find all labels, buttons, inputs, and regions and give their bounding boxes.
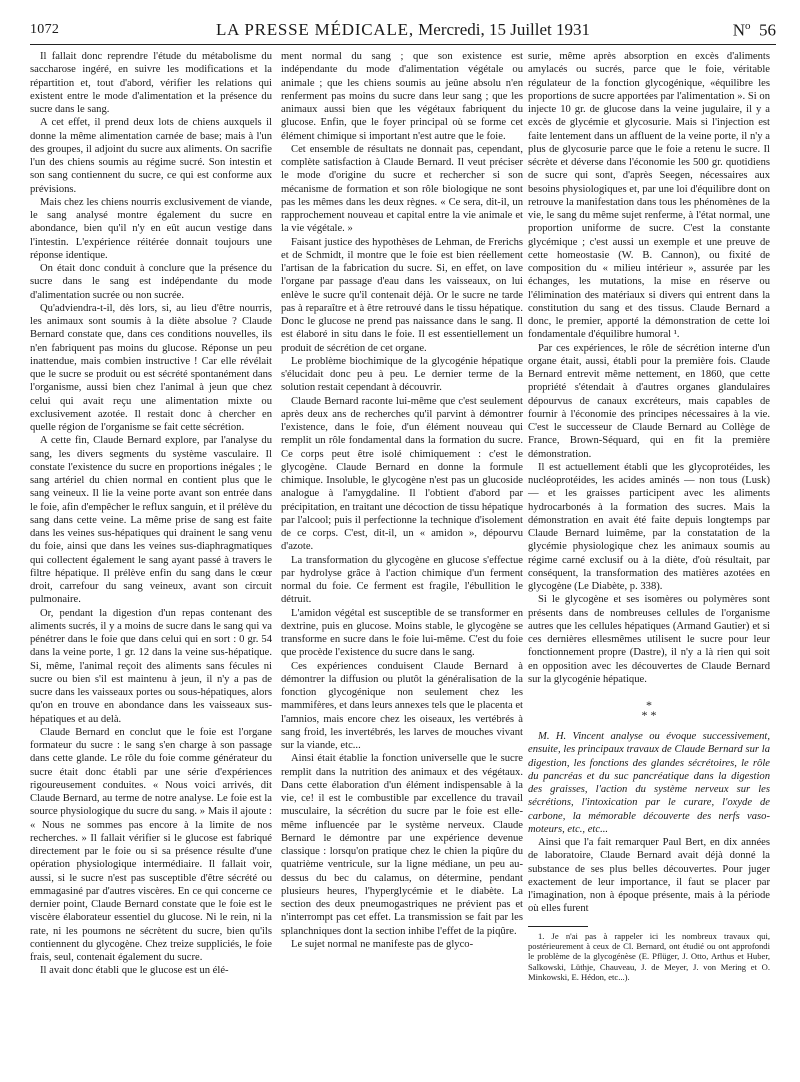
issue-number: [733, 20, 776, 41]
paragraph: Faisant justice des hypothèses de Lehman, de Frerichs et de Schmidt, il montre que le foie est bien réellement l'artisan de la fabrication du sucre. Si, en effet, on lave l'organe par passage d'eau dans les vaisseaux, on lui enlève le sucre qu'il contenait déjà. Or le sucre ne tarde pas à reparaître et à être retrouvé dans le tissu hépatique. Donc le glucose ne prend pas naissance dans le sang. Il est élaboré in situ dans le foie. Il est essentiellement un produit de sécrétion de cet organe.: [281, 236, 523, 354]
asterisk-top: *: [646, 698, 652, 712]
paragraph: A cet effet, il prend deux lots de chiens auxquels il donne la même alimentation carnée de base; mais à l'un des groupes, il adjoint du sucre aux aliments. On sacrifie l'un des chiens soumis au régime sucré. Son intestin et son sang contiennent du sucre, ce qui est conforme aux prévisions.: [30, 117, 272, 195]
paragraph: Ainsi était établie la fonction universelle que le sucre remplit dans la nutrition des animaux et des végétaux. Dans cette élaboration d'un élément indispensable à la vie, ce! il est le combustible par excellence du travail musculaire, la sécrétion du sucre par le foie est elle-même influencée par le système nerveux. Claude Bernard le démontre par une expérience devenue classique : lorsqu'on pratique chez le chien la piqûre du quatrième ventricule, sur la ligne médiane, un peu au-dessus du bec du calamus, on détermine, pendant plusieurs heures, l'hyperglycémie et le diabète. La section des deux pneumogastriques ne prévient pas et n'interrompt pas cet effet. La transmission se fait par les splanchniques dont la section inhibe l'effet de la piqûre.: [281, 753, 523, 937]
paragraph: L'amidon végétal est susceptible de se transformer en dextrine, puis en glucose. Moins stable, le glycogène se transforme en sucre dans le foie lui-même. C'est du foie que procède l'existence du sucre dans le sang.: [281, 607, 523, 659]
asterisk-bottom: * *: [641, 708, 657, 722]
summary-paragraph: M. H. Vincent analyse ou évoque successivement, ensuite, les principaux travaux de Claude Bernard sur la digestion, les fonctions des glandes sécrétoires, le rôle du pancréas et du suc pancréatique dans la digestion des graisses, l'action du système nerveux sur les sécrétions, l'intoxication par le curare, l'oxyde de carbone, la mémorable découverte des nerfs vaso-moteurs, etc., etc...: [528, 731, 770, 835]
journal-masthead: [30, 20, 776, 40]
paragraph: Si le glycogène et ses isomères ou polymères sont présents dans de nombreuses cellules de l'organisme autres que les cellules hépatiques (Armand Gautier) et si ces dernières ellesmêmes utilisent le sucre pour leur fonctionnement propre (Dastre), il n'y a là rien qui soit en opposition avec les découvertes de Claude Bernard sur la glycogénie hépatique.: [528, 594, 770, 685]
issue-value: 56: [759, 20, 776, 40]
footnote-rule: [528, 926, 588, 927]
page-header: [30, 20, 776, 42]
paragraph: Le sujet normal ne manifeste pas de glyco-: [291, 938, 474, 950]
paragraph: La transformation du glycogène en glucose s'effectue par hydrolyse grâce à l'action chimique d'un ferment normal du foie. Ce ferment est fragile, l'ébullition le détruit.: [281, 554, 523, 606]
text-column-left: [30, 50, 272, 978]
page-number: 1072: [30, 22, 60, 37]
text-column-middle: [281, 50, 523, 951]
header-rule: [30, 44, 776, 45]
section-separator: [528, 700, 770, 720]
paragraph: Or, pendant la digestion d'un repas contenant des aliments sucrés, il y a moins de sucre dans le sang qui va pénétrer dans le foie que dans celui qui en sort : 0 gr. 54 dans la veine porte, 1 gr. 12 dans la veine sus-hépatique. Si, même, l'animal reçoit des aliments sans fécules ni sucre ou bien s'il est maintenu à jeun, il n'y a pas de sucre dans les vaisseaux portes ou sous-hépatiques, alors qu'on en trouve en abondance dans les vaisseaux sus-hépatiques et au delà.: [30, 607, 272, 725]
text-column-right: [528, 50, 770, 983]
paragraph: Cet ensemble de résultats ne donnait pas, cependant, complète satisfaction à Claude Bernard. Il veut préciser le mode d'origine du sucre et rechercher si son mécanisme de formation et son rôle biologique ne sont pas les mêmes dans les deux règnes. « Ce sera, dit-il, un rapprochement nouveau et capital entre la vie animale et la vie végétale. »: [281, 143, 523, 235]
paragraph: On était donc conduit à conclure que la présence du sucre dans le sang est indépendante du mode d'alimentation sucrée ou non sucrée.: [30, 263, 272, 301]
paragraph: Ainsi que l'a fait remarquer Paul Bert, en dix années de laboratoire, Claude Bernard avait déjà donné la substance de ses plus belles découvertes. Pour juger exactement de leur importance, il faut se placer par l'imagination, non à époque présente, mais à la période où elles furent: [528, 837, 770, 915]
paragraph: ment normal du sang ; que son existence est indépendante du mode d'alimentation végétale ou animale ; que les chiens soumis au jeûne absolu n'en renferment pas moins du sucre dans leur sang ; que les animaux aussi bien que les végétaux fabriquent du glucose. Enfin, que le foyer principal où se forme cet élément chimique si important n'est autre que le foie.: [281, 51, 523, 142]
issue-sup: o: [745, 20, 751, 32]
paragraph: Ces expériences conduisent Claude Bernard à démontrer la diffusion ou plutôt la généralisation de la fonction glycogénique non seulement chez les mammifères, et dans leurs annexes tels que le placenta et l'amnios, mais encore chez les oiseaux, les vertébrés à sang froid, les invertébrés, les larves de mouches vivant sur la viande, etc...: [281, 660, 523, 751]
paragraph: surie, même après absorption en excès d'aliments amylacés ou sucrés, parce que le foie, véritable régulateur de la fonction glycogénique, «équilibre les proportions de sucre apportées par l'alimentation ». Si on injecte 10 gr. de glucose dans la veine jugulaire, il y a excès de glycémie et glycosurie. Mais si l'injection est faite lentement dans un affluent de la veine porte, il n'y a plus de glycosurie parce que le foie a retenu le sucre. Il sécrète et déverse dans l'économie les 500 gr. quotidiens de sucre qui sont, d'après Seegen, nécessaires aux besoins physiologiques et, par une loi d'équilibre dont on retrouve la manifestation dans tous les phénomènes de la vie, le sang du même sujet renferme, à l'état normal, une proportion uniforme de sucre. C'est la constante glycémique ; c'est aussi un exemple et une preuve de cette homeostasie (W. B. Cannon), ou fixité de composition du « milieu intérieur », assurée par les échanges, les mutations, la mise en réserve ou l'élimination des matériaux si divers qui entrent dans la constitution du sang et des tissus. Claude Bernard a donc, le premier, apporté la démonstration de cette loi fondamentale d'équilibre humoral ¹.: [528, 51, 770, 341]
paragraph: Mais chez les chiens nourris exclusivement de viande, le sang analysé montre également du sucre en abondance, bien qu'il n'y en eût aucun vestige dans l'intestin. L'expérience réitérée donnait toujours une réponse identique.: [30, 196, 272, 261]
paragraph: Claude Bernard en conclut que le foie est l'organe formateur du sucre : le sang s'en charge à son passage dans cette glande. Le rôle du foie comme générateur du sucre était donc établi par une série d'expériences rigoureusement conduites. « Nous voici arrivés, dit Claude Bernard, au terme de notre analyse. Le foie est la source physiologique du sucre du sang. » Mais il ajoute : « Nous ne sommes pas encore à la limite de nos recherches. » Il fallait vérifier si le glucose est fabriqué directement par le foie ou si sa présence résulte d'une opération physiologique intermédiaire. Il fallait voir, aussi, si le sucre n'est pas susceptible d'être sécrété ou emmagasiné par d'autres viscères. En ce qui concerne ce dernier point, Claude Bernard constate que le foie est le viscère élaborateur essentiel du glucose. Ni le rein, ni la rate, ni les poumons ne sécrètent du sucre, bien qu'ils contiennent du glycogène. Chez treize suppliciés, le foie frais, seul, contenait également du sucre.: [30, 726, 272, 963]
journal-title: LA PRESSE MÉDICALE,: [215, 20, 414, 39]
paragraph: A cette fin, Claude Bernard explore, par l'analyse du sang, les divers segments du système vasculaire. Il constate l'existence du sucre en proportions inégales ; le sang artériel du chien normal en contient plus que le sang veineux. Il lie la veine porte avant son entrée dans le foie, afin d'empêcher le reflux sanguin, et il prélève du sang dans cette veine. La même prise de sang est faite dans les veines sus-hépatiques qui drainent le sang venu du foie, ainsi que dans les veines sus-diaphragmatiques qui collectent également le sang ayant passé à travers le filtre hépatique. Il prélève enfin du sang dans le cœur droit, carrefour du sang veineux, avant son circuit pulmonaire.: [30, 435, 272, 606]
paragraph: Il avait donc établi que le glucose est un élé-: [40, 965, 229, 977]
paragraph: Qu'adviendra-t-il, dès lors, si, au lieu d'être nourris, les animaux sont soumis à la diète absolue ? Claude Bernard constate que, dans ces conditions nouvelles, ils n'en fabriquent pas moins du glucose. Réponse un peu inattendue, mais combien instructive ! Car elle révélait que le sucre se produit ou est sécrété spontanément dans l'organisme, aussi bien chez l'animal à jeun que chez celui qui avait reçu une alimentation mixte ou exclusivement azotée. Il restait donc à chercher en quelle région de l'organisme se fait cette sécrétion.: [30, 302, 272, 433]
issue-date: Mercredi, 15 Juillet 1931: [418, 20, 591, 39]
issue-prefix: N: [732, 20, 745, 40]
paragraph: Par ces expériences, le rôle de sécrétion interne d'un organe était, aussi, établi pour la première fois. Claude Bernard entrevit même nettement, en 1860, que cette propriété s'étendait à d'autres organes glandulaires dépourvus de canaux excréteurs, mais capables de fournir à l'économie des principes nécessaires à la vie. C'est le successeur de Claude Bernard au Collège de France, Brown-Séquard, qui en fit la première démonstration.: [528, 342, 770, 460]
paragraph: Le problème biochimique de la glycogénie hépatique s'élucidait donc peu à peu. Le dernier terme de la solution restait cependant à découvrir.: [281, 355, 523, 394]
paragraph: Il est actuellement établi que les glycoprotéides, les nucléoprotéides, les acides aminés — non tous (Lusk) — et les graisses participent avec les aliments hydrocarbonés à la formation des sucres. Mais la démonstration en avait été faite depuis longtemps par Claude Bernard luimême, par la constatation de la glycémie physiologique chez les animaux soumis au régime carné exclusif ou à la diète, d'où résultait, par conséquent, la transformation des matières azotées en glycogène (Le Diabète, p. 338).: [528, 461, 770, 592]
footnote: 1. Je n'ai pas à rappeler ici les nombreux travaux qui, postérieurement à ceux de Cl. Bernard, ont étudié ou ont approfondi le problème de la glycogénèse (E. Pflüger, J. Otto, Arthus et Huber, Salkowski, Lüthje, Chauveau, J. de Meyer, J. von Mering et O. Minkowski, E. Hédon, etc...).: [528, 930, 770, 983]
paragraph: Il fallait donc reprendre l'étude du métabolisme du saccharose ingéré, en suivre les modifications et la répartition et, tout d'abord, vérifier les relations qui existent entre le mode d'alimentation et la présence du sucre dans le sang.: [30, 51, 272, 115]
paragraph: Claude Bernard raconte lui-même que c'est seulement après deux ans de recherches qu'il parvint à démontrer l'existence, dans le foie, d'un élément nouveau qui remplit un rôle fondamental dans la formation du sucre. Ce corps peut être isolé chimiquement : c'est le glycogène. Claude Bernard en donne la formule chimique. Insoluble, le glycogène n'est pas un glucoside analogue à l'amygdaline. Il l'obtient d'abord par précipitation, en traitant une décoction de tissu hépatique par l'alcool; puis il perfectionne la technique d'isolement de ce corps. C'est, dit-il, un « amidon », dépourvu d'azote.: [281, 395, 523, 553]
